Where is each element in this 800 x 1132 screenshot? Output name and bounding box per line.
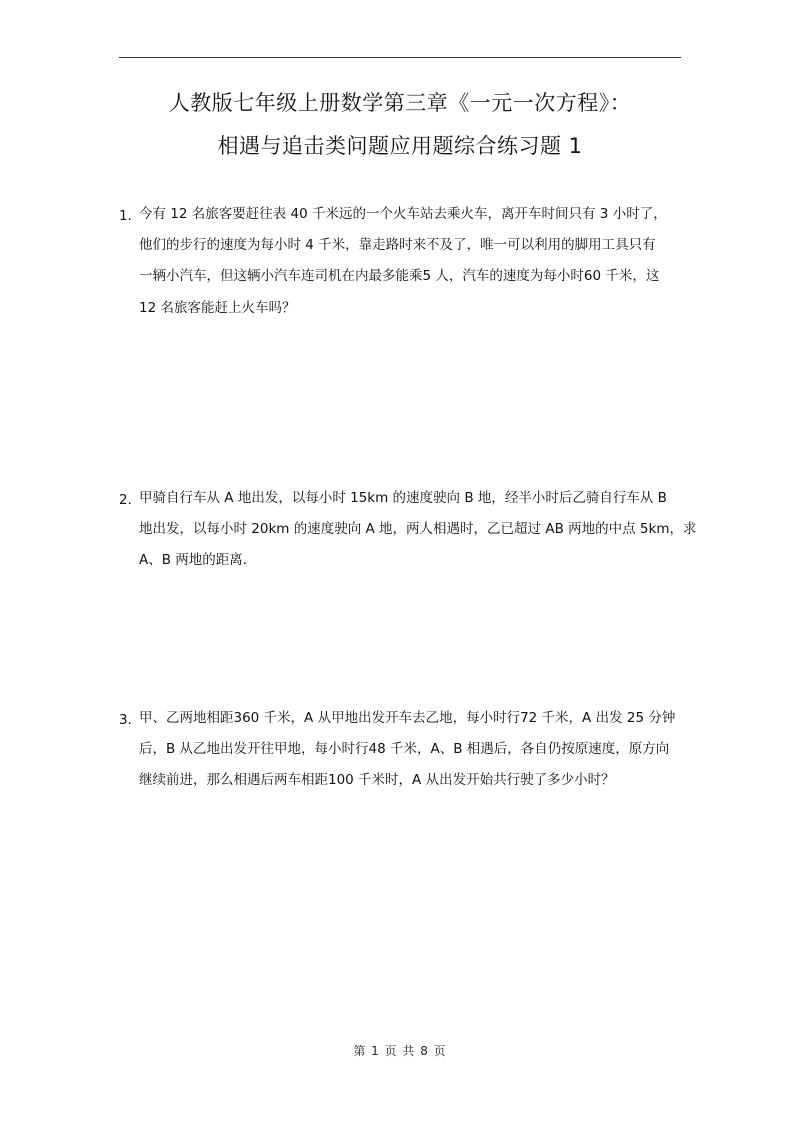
header-rule — [119, 57, 681, 58]
problem-line: 甲、乙两地相距360 千米，A 从甲地出发开车去乙地，每小时行72 千米，A 出发 25 分钟 — [139, 710, 676, 726]
problem-number: 1． — [119, 208, 142, 224]
problem-line: 继续前进，那么相遇后两车相距100 千米时，A 从出发开始共行驶了多少小时？ — [139, 772, 615, 788]
problem-line: 12 名旅客能赶上火车吗？ — [139, 300, 296, 316]
problem-line: 他们的步行的速度为每小时 4 千米，靠走路时来不及了，唯一可以利用的脚用工具只有 — [139, 237, 656, 253]
problem-line: A、B 两地的距离． — [139, 552, 257, 568]
problem-number: 2． — [119, 492, 142, 508]
problem-line: 甲骑自行车从 A 地出发，以每小时 15km 的速度驶向 B 地，经半小时后乙骑自行车从 B — [139, 490, 667, 506]
problem-line: 地出发，以每小时 20km 的速度驶向 A 地，两人相遇时，乙已超过 AB 两地的中点 5km，求 — [139, 521, 697, 537]
document-title-line2: 相遇与追击类问题应用题综合练习题 1 — [217, 134, 583, 158]
problem-line: 一辆小汽车，但这辆小汽车连司机在内最多能乘5 人，汽车的速度为每小时60 千米，这 — [139, 268, 660, 284]
page-footer: 第 1 页 共 8 页 — [353, 1044, 447, 1058]
problem-line: 今有 12 名旅客要赶往表 40 千米远的一个火车站去乘火车，离开车时间只有 3 小时了， — [139, 206, 667, 222]
problem-number: 3． — [119, 712, 142, 728]
document-title-line1: 人教版七年级上册数学第三章《一元一次方程》： — [168, 91, 632, 115]
problem-line: 后，B 从乙地出发开往甲地，每小时行48 千米，A、B 相遇后，各自仍按原速度，原方向 — [139, 741, 670, 757]
